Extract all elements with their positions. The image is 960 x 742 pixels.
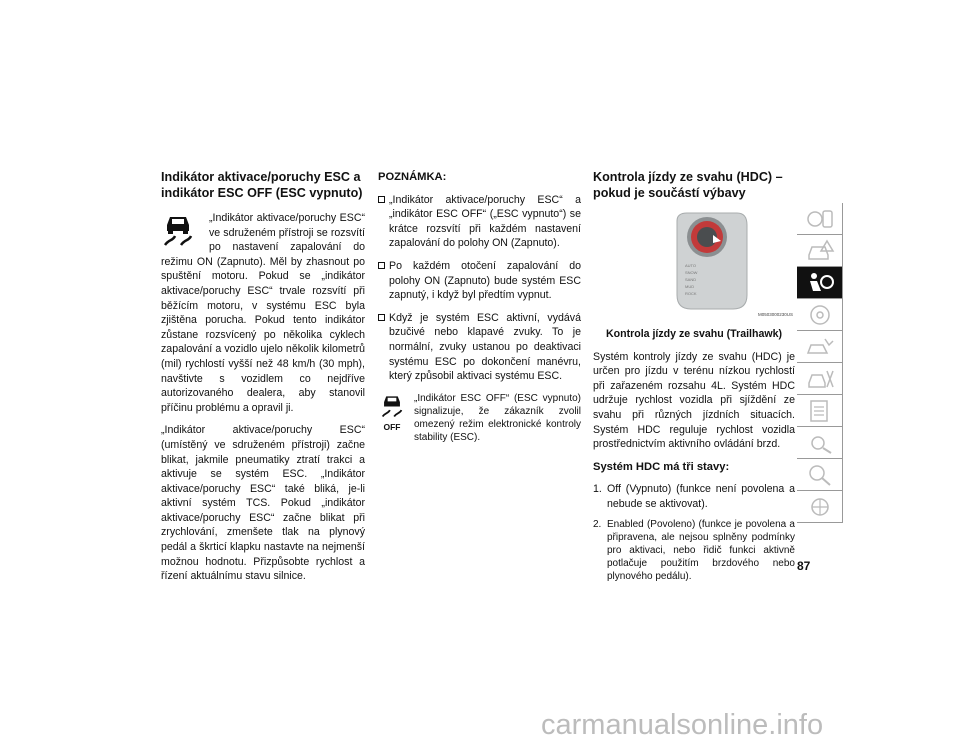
hdc-states-heading: Systém HDC má tři stavy: bbox=[593, 460, 730, 473]
checklist-icon bbox=[805, 399, 835, 423]
svg-text:AUTO: AUTO bbox=[685, 263, 697, 268]
watermark: carmanualsonline.info bbox=[541, 709, 824, 741]
svg-text:MUD: MUD bbox=[685, 284, 695, 289]
note-title: POZNÁMKA: bbox=[378, 171, 447, 183]
car-dashboard-icon bbox=[805, 207, 835, 231]
hdc-states-list bbox=[593, 482, 795, 582]
gear-wrench-icon bbox=[805, 431, 835, 455]
tab-servicing[interactable] bbox=[797, 363, 843, 395]
globe-settings-icon bbox=[805, 495, 835, 519]
tab-index[interactable] bbox=[797, 491, 843, 523]
tab-intro[interactable] bbox=[797, 203, 843, 235]
note-item: Po každém otočení zapalování do polohy ON (Zapnuto) bude systém ESC zapnutý, i když byl předtím vypnut. bbox=[378, 259, 581, 303]
tab-emergency[interactable] bbox=[797, 331, 843, 363]
svg-text:SNOW: SNOW bbox=[685, 270, 698, 275]
hdc-para-1: Systém kontroly jízdy ze svahu (HDC) je určen pro jízdu v terénu nízkou rychlostí při zařazeném rozsahu 4L. Systém HDC udržuje rychlost vozidla při sjíždění ze svahu při různých jízdních situacích. Systém HDC reguluje rychlost vozidla prostřednictvím aktivního ovládání brzd. bbox=[593, 350, 795, 451]
hdc-switch-figure bbox=[663, 211, 793, 319]
tools-icon bbox=[805, 367, 835, 391]
esc-skid-icon bbox=[161, 211, 205, 251]
note-item: Když je systém ESC aktivní, vydává bzučivé nebo klapavé zvuky. To je normální, zvuky ustanou po deaktivaci systému ESC po dokončení manévru, který způsobil aktivaci systému ESC. bbox=[378, 311, 581, 384]
off-label: OFF bbox=[383, 422, 401, 433]
esc-indicator-heading: Indikátor aktivace/poruchy ESC a indikátor ESC OFF (ESC vypnuto) bbox=[161, 170, 363, 200]
tab-customer-assistance[interactable] bbox=[797, 459, 843, 491]
esc-off-icon bbox=[378, 392, 406, 444]
esc-off-block bbox=[378, 392, 581, 444]
esc-para-2: „Indikátor aktivace/poruchy ESC“ (umístěný ve sdruženém přístroji) začne blikat, jakmile pneumatiky ztratí trakci a aktivuje se systém ESC. „Indikátor aktivace/poruchy ESC“ také bliká, je-li aktivní systém TCS. Pokud „indikátor aktivace/poruchy ESC“ začne blikat při zrychlování, zmenšete tlak na plynový pedál a škrticí klapku nastavte na nejmenší možnou hodnotu. Přizpůsobte rychlost a řízení aktuálnímu stavu silnice. bbox=[161, 424, 365, 583]
tab-multimedia[interactable] bbox=[797, 427, 843, 459]
note-item: „Indikátor aktivace/poruchy ESC“ a „indikátor ESC OFF“ („ESC vypnuto“) se krátce rozsvítí při každém nastavení zapalování do polohy ON (Zapnuto). bbox=[378, 193, 581, 251]
chapter-tabs bbox=[797, 203, 843, 523]
steering-wheel-icon bbox=[805, 303, 835, 327]
svg-text:SAND: SAND bbox=[685, 277, 697, 282]
car-crash-icon bbox=[805, 335, 835, 359]
checkbox-icon bbox=[378, 262, 385, 269]
list-item: 2. Enabled (Povoleno) (funkce je povolena a připravena, ale nejsou splněny podmínky pro aktivaci, nebo řidič funkci aktivně potlačuje použitím brzdového nebo plynového pedálu). bbox=[593, 518, 795, 582]
left-column bbox=[161, 170, 365, 592]
list-item: 1. Off (Vypnuto) (funkce není povolena a nebude se aktivovat). bbox=[593, 483, 795, 510]
esc-off-text: „Indikátor ESC OFF“ (ESC vypnuto) signalizuje, že zákazník zvolil omezený režim elektronické kontroly stability (ESC). bbox=[414, 392, 581, 443]
middle-column bbox=[378, 170, 581, 444]
tab-safety[interactable] bbox=[797, 267, 843, 299]
right-column bbox=[593, 170, 795, 589]
figure-caption: Kontrola jízdy ze svahu (Trailhawk) bbox=[605, 328, 782, 340]
car-warning-icon bbox=[805, 239, 835, 263]
tab-starting[interactable] bbox=[797, 299, 843, 331]
svg-text:ROCK: ROCK bbox=[685, 291, 697, 296]
tab-getting-to-know[interactable] bbox=[797, 235, 843, 267]
note-list bbox=[378, 193, 581, 384]
figure-code: M0503000230US bbox=[757, 312, 793, 318]
page-number: 87 bbox=[797, 559, 811, 573]
esc-para-1: „Indikátor aktivace/poruchy ESC“ ve sdruženém přístroji se rozsvítí po nastavení zapalování do režimu ON (Zapnuto). Měl by zhasnout po spuštění motoru. Pokud se „indikátor aktivace/poruchy ESC“ trvale rozsvítí při běžícím motoru, v systému ESC byla zjištěna porucha. Pokud tento indikátor zůstane rozsvícený po několika cyklech zapalování a vozidlo ujelo několik kilometrů (mil) rychlostí vyšší než 48 km/h (30 mph), navštivte s vozidlem co nejdříve autorizovaného dealera, aby stanovil příčinu problému a opravil ji. bbox=[161, 212, 365, 414]
hdc-heading: Kontrola jízdy ze svahu (HDC) – pokud je součástí výbavy bbox=[593, 170, 783, 200]
checkbox-icon bbox=[378, 314, 385, 321]
checkbox-icon bbox=[378, 196, 385, 203]
magnifier-icon bbox=[805, 463, 835, 487]
tab-specs[interactable] bbox=[797, 395, 843, 427]
airbag-icon bbox=[805, 271, 835, 295]
